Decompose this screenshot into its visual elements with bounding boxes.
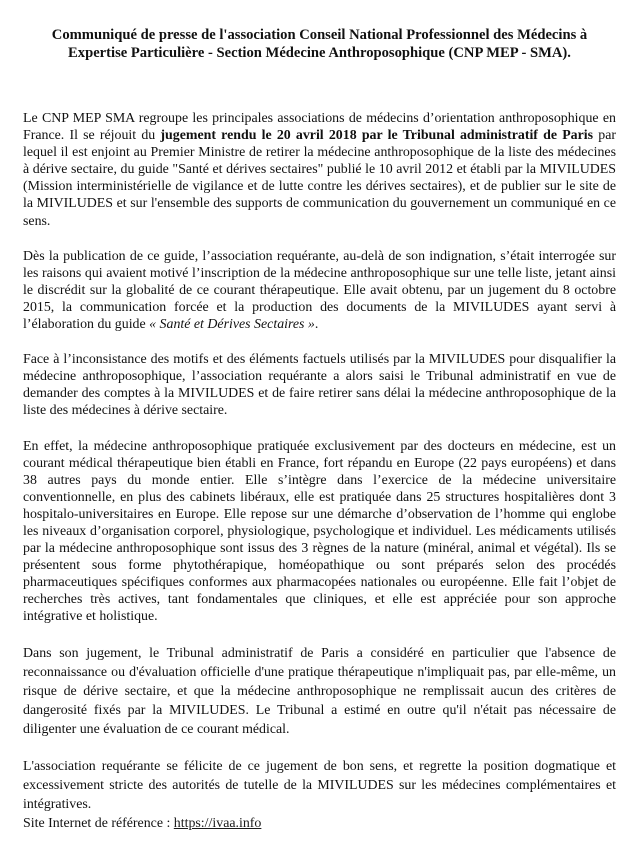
paragraph-4: En effet, la médecine anthroposophique pratiquée exclusivement par des docteurs en médecine, est un courant médical thérapeutique bien établi en France, fort répandu en Europe (22 pays européens) et dans 38 autres pays du monde entier. Elle s’intègre dans l’exercice de la médecine universitaire conventionnelle, en plus des cabinets libéraux, elle est pratiquée dans 25 structures hospitalières dont 3 hospitalo-universitaires en Europe. Elle repose sur une démarche d’observation de l’homme qui englobe les niveaux d’organisation corporel, physiologique, psychologique et individuel. Les médicaments utilisés par la médecine anthroposophique sont issus des 3 règnes de la nature (minéral, animal et végétal). Ils se présentent sous forme phytothérapique, homéopathique ou sont préparés selon des procédés pharmaceutiques spécifiques conformes aux pharmacopées nationales ou européenne. Elle fait l’objet de recherches très actives, tant fondamentales que cliniques, et elle est appréciée pour son approche intégrative et holistique. [23,438,616,625]
document-title: Communiqué de presse de l'association Conseil National Professionnel des Médecins à Expertise Particulière - Section Médecine Anthroposophique (CNP MEP - SMA). [51,27,588,61]
paragraph-1-rest: par lequel il est enjoint au Premier Ministre de retirer la médecine anthroposophique de la liste des médecines à dérive sectaire, du guide "Santé et dérives sectaires" publié le 10 avril 2012 et établi par la MIVILUDES (Mission interministérielle de vigilance et de lutte contre les dérives sectaires), et de publier sur le site de la MIVILUDES et sur l'ensemble des supports de communication du gouvernement un communiqué en ce sens. [23,128,616,229]
paragraph-6-text: L'association requérante se félicite de ce jugement de bon sens, et regrette la position dogmatique et excessivement stricte des autorités de tutelle de la MIVILUDES sur les médecines complémentaires et intégratives. [23,759,616,813]
website-link[interactable]: https://ivaa.info [173,816,262,832]
paragraph-2-end: . [314,317,319,333]
paragraph-1 [23,110,616,230]
website-label: Site Internet de référence : [23,816,174,832]
paragraph-1-intro: Le CNP MEP SMA regroupe les principales associations de médecins d’orientation anthroposophique en France. Il se réjouit du [23,111,616,144]
paragraph-1-judgment-highlight: jugement rendu le 20 avril 2018 par le Tribunal administratif de Paris [160,128,594,144]
paragraph-5: Dans son jugement, le Tribunal administratif de Paris a considéré en particulier que l'absence de reconnaissance ou d'évaluation officielle d'une pratique thérapeutique n'impliquait pas, par elle-même, un risque de dérive sectaire, et que la médecine anthroposophique ne remplissait aucun des critères de dangerosité fixés par la MIVILUDES. Le Tribunal a estimé en outre qu'il n'était pas nécessaire de diligenter une évaluation de ce courant médical. [23,645,616,737]
paragraph-2-text: Dès la publication de ce guide, l’association requérante, au-delà de son indignation, s’était interrogée sur les raisons qui avaient motivé l’inscription de la médecine anthroposophique sur une telle liste, jetant ainsi le discrédit sur la globalité de ce courant thérapeutique. Elle avait obtenu, par un jugement du 8 octobre 2015, la communication forcée et la production des documents de la MIVILUDES ayant servi à l’élaboration du guide [23,248,616,333]
paragraph-2-guide-title: « Santé et Dérives Sectaires » [149,317,315,333]
paragraph-3: Face à l’inconsistance des motifs et des éléments factuels utilisés par la MIVILUDES pour disqualifier la médecine anthroposophique, l’association requérante a alors saisi le Tribunal administratif en vue de demander des comptes à la MIVILUDES et de faire retirer sans délai la médecine anthroposophique de la liste des médecines à dérive sectaire. [23,352,616,419]
paragraph-6 [23,757,616,833]
paragraph-2 [23,248,616,333]
